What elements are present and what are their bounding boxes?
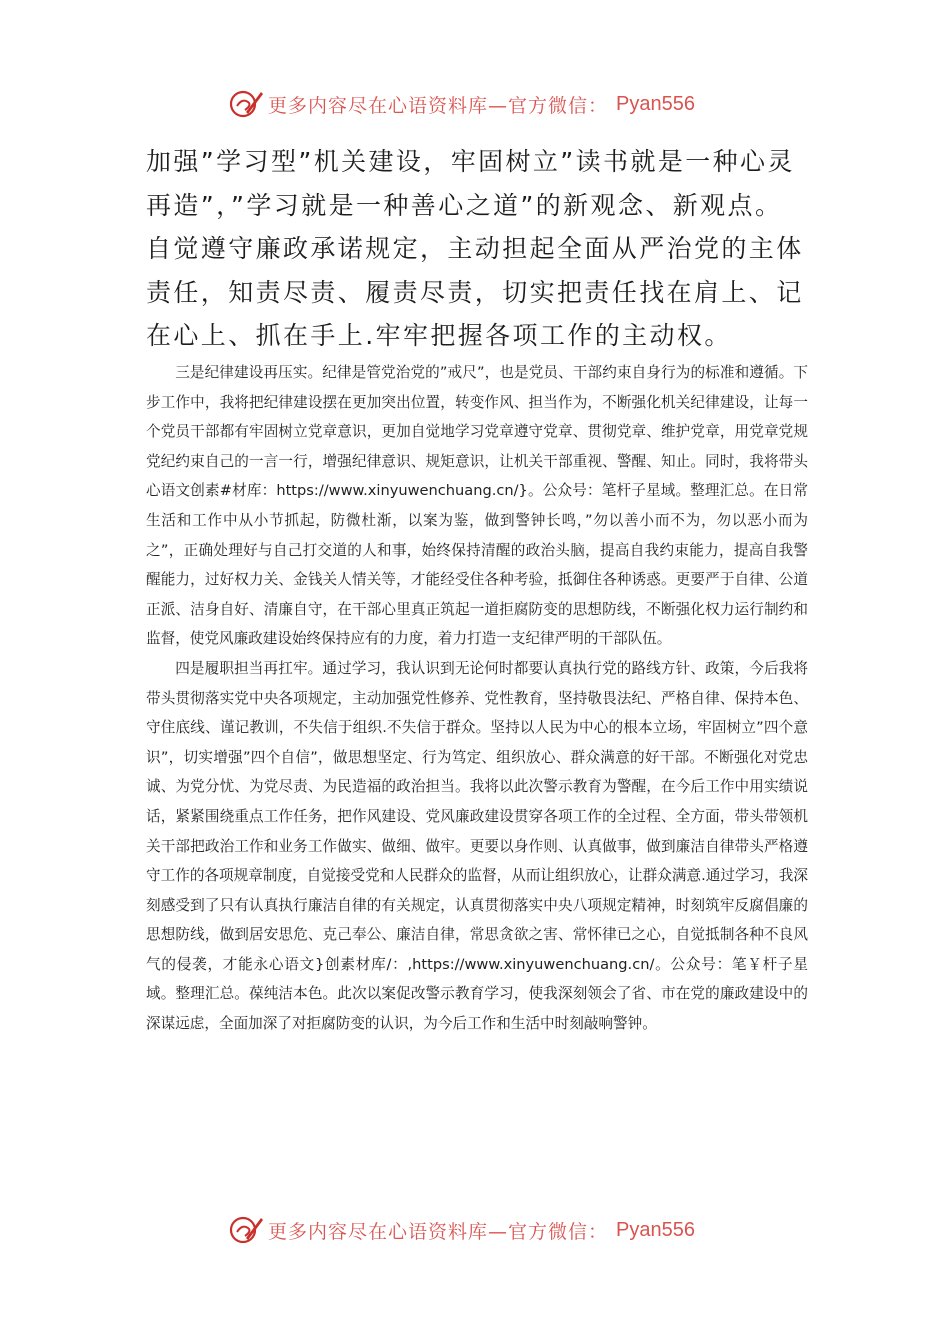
watermark-brand: Pyan556	[616, 92, 695, 115]
watermark-brand: Pyan556	[616, 1218, 695, 1241]
document-body	[146, 358, 808, 1039]
paragraph-responsibility: 四是履职担当再扛牢。通过学习，我认识到无论何时都要认真执行党的路线方针、政策，今后我将带头贯彻落实党中央各项规定，主动加强党性修养、党性教育，坚持敬畏法纪、严格自律、保持本色、守住底线、谨记教训，不失信于组织.不失信于群众。坚持以人民为中心的根本立场，牢固树立”四个意识”，切实增强”四个自信”，做思想坚定、行为笃定、组织放心、群众满意的好干部。不断强化对党忠诚、为党分忧、为党尽责、为民造福的政治担当。我将以此次警示教育为警醒，在今后工作中用实绩说话，紧紧围绕重点工作任务，把作风建设、党风廉政建设贯穿各项工作的全过程、全方面，带头带领机关干部把政治工作和业务工作做实、做细、做牢。更要以身作则、认真做事，做到廉洁自律带头严格遵守工作的各项规章制度，自觉接受党和人民群众的监督，从而让组织放心，让群众满意.通过学习，我深刻感受到了只有认真执行廉洁自律的有关规定，认真贯彻落实中央八项规定精神，时刻筑牢反腐倡廉的思想防线，做到居安思危、克己奉公、廉洁自律，常思贪欲之害、常怀律已之心，自觉抵制各种不良风气的侵袭，才能永心语文}创素材库/：,https://www.xinyuwenchuang.cn/。公众号：笔￥杆子星域。整理汇总。葆纯洁本色。此次以案促改警示教育学习，使我深刻领会了省、市在党的廉政建设中的深谋远虑，全面加深了对拒腐防变的认识，为今后工作和生活中时刻敲响警钟。	[146, 659, 808, 1033]
paragraph-discipline: 三是纪律建设再压实。纪律是管党治党的”戒尺”，也是党员、干部约束自身行为的标准和遵循。下步工作中，我将把纪律建设摆在更加突出位置，转变作风、担当作为，不断强化机关纪律建设，让每一个党员干部都有牢固树立党章意识，更加自觉地学习党章遵守党章、贯彻党章、维护党章，用党章党规党纪约束自己的一言一行，增强纪律意识、规矩意识，让机关干部重视、警醒、知止。同时，我将带头心语文创素#材库：https://www.xinyuwenchuang.cn/}。公众号：笔杆子星域。整理汇总。在日常生活和工作中从小节抓起，防微杜渐，以案为鉴，做到警钟长鸣，”勿以善小而不为，勿以恶小而为之”，正确处理好与自己打交道的人和事，始终保持清醒的政治头脑，提高自我约束能力，提高自我警醒能力，过好权力关、金钱关人情关等，才能经受住各种考验，抵御住各种诱惑。更要严于自律、公道正派、洁身自好、清廉自守，在干部心里真正筑起一道拒腐防变的思想防线，不断强化权力运行制约和监督，使党风廉政建设始终保持应有的力度，着力打造一支纪律严明的干部队伍。	[146, 364, 808, 648]
intro-large-text: 加强”学习型”机关建设，牢固树立”读书就是一种心灵再造”，”学习就是一种善心之道”的新观念、新观点。自觉遵守廉政承诺规定，主动担起全面从严治党的主体责任，知责尽责、履责尽责，切实把责任找在肩上、记在心上、抓在手上.牢牢把握各项工作的主动权。	[146, 147, 804, 350]
pen-logo-icon	[228, 86, 264, 122]
header-watermark	[228, 84, 695, 124]
footer-watermark	[228, 1210, 695, 1250]
pen-logo-icon	[228, 1212, 264, 1248]
watermark-text: 更多内容尽在心语资料库—官方微信：	[268, 94, 609, 117]
watermark-text: 更多内容尽在心语资料库—官方微信：	[268, 1220, 609, 1243]
